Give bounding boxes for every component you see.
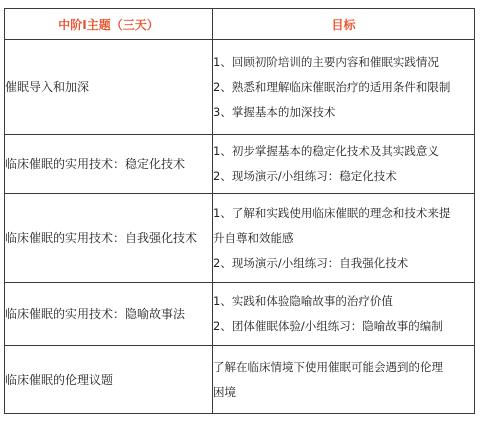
- table-row: [5, 283, 475, 346]
- header-topic: 中阶Ⅰ主题（三天）: [5, 9, 213, 40]
- goal-line: 2、熟悉和理解临床催眠治疗的适用条件和限制: [213, 79, 451, 94]
- goal-line: 1、初步掌握基本的稳定化技术及其实践意义: [213, 144, 439, 158]
- table-header-row: [5, 9, 475, 40]
- topic-cell: 临床催眠的实用技术：稳定化技术: [5, 135, 213, 194]
- goal-line: 2、团体催眠体验/小组练习：隐喻故事的编制: [213, 319, 443, 333]
- goal-line: 1、了解和实践使用临床催眠的理念和技术来提: [213, 205, 451, 220]
- goal-line: 3、掌握基本的加深技术: [213, 104, 336, 119]
- goals-cell: [213, 135, 475, 194]
- goal-line: 1、实践和体验隐喻故事的治疗价值: [213, 294, 393, 308]
- goal-line: 1、回顾初阶培训的主要内容和催眠实践情况: [213, 54, 439, 69]
- goal-line: 升自尊和效能感: [213, 230, 294, 245]
- goals-cell: [213, 346, 475, 414]
- goal-line: 2、现场演示/小组练习：稳定化技术: [213, 169, 397, 183]
- table-row: [5, 194, 475, 283]
- topic-cell: 临床催眠的伦理议题: [5, 346, 213, 414]
- table-row: [5, 135, 475, 194]
- goal-line: 2、现场演示/小组练习：自我强化技术: [213, 255, 409, 270]
- goal-line: 困境: [213, 384, 236, 399]
- table-row: [5, 346, 475, 414]
- topic-cell: 催眠导入和加深: [5, 40, 213, 135]
- goals-cell: [213, 40, 475, 135]
- course-schedule-table: [4, 8, 475, 414]
- topic-cell: 临床催眠的实用技术：隐喻故事法: [5, 283, 213, 346]
- goals-cell: [213, 283, 475, 346]
- topic-cell: 临床催眠的实用技术：自我强化技术: [5, 194, 213, 283]
- header-goals: 目标: [213, 9, 475, 40]
- goal-line: 了解在临床情境下使用催眠可能会遇到的伦理: [213, 359, 443, 374]
- goals-cell: [213, 194, 475, 283]
- table-row: [5, 40, 475, 135]
